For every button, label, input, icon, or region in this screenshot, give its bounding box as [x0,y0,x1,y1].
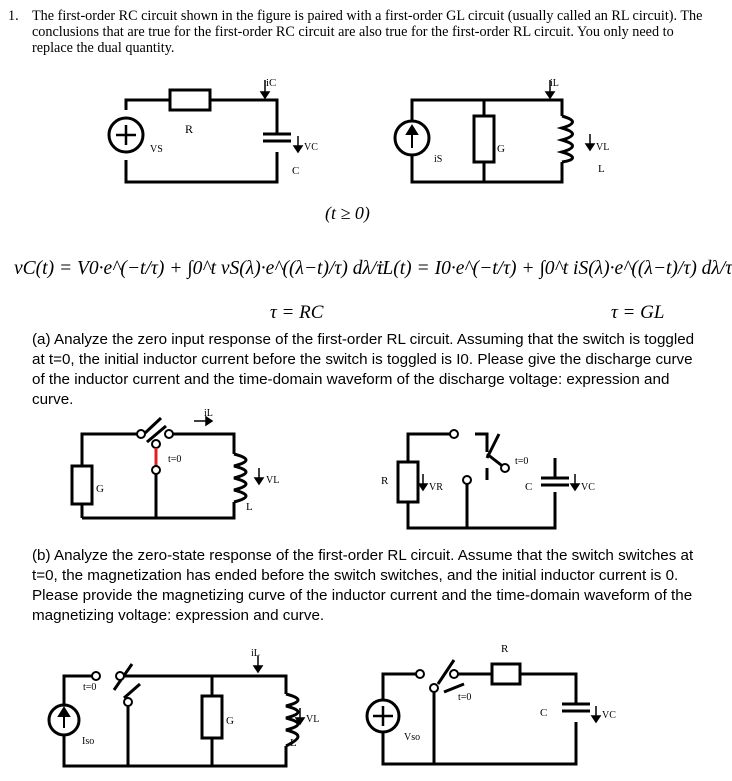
voltage-label: VC [304,142,318,153]
inductor-label: L [246,501,253,513]
conductance-label: G [96,483,104,495]
conductance-label: G [497,143,505,155]
problem-intro [8,8,708,56]
voltage-label: VC [602,710,616,721]
part-a-text: (a) Analyze the zero input response of the first-order RL circuit. Assuming that the switch is toggled at t=0, the initial inductor current before the switch is toggled is I0. Please give the discharge curve of the inductor current and the time-domain waveform of the discharge voltage: expression and curve. [32,331,695,408]
tau-gl: τ = GL [611,302,665,323]
capacitor-label: C [540,707,548,719]
resistor-label: R [501,643,509,655]
part-a-rl-figure [60,404,290,524]
current-label: iC [266,77,277,89]
inductor-label: L [290,737,297,749]
resistor-label: R [381,475,389,487]
conductance-symbol [202,696,222,738]
part-b-rc-figure [360,640,650,770]
conductance-symbol [474,116,494,162]
resistor-label: R [185,122,194,136]
voltage-label: VL [266,475,280,486]
voltage-label: VL [596,142,610,153]
source-label: Vso [404,732,421,743]
capacitor-label: C [525,481,533,493]
tau-rc: τ = RC [270,302,324,323]
gl-solution-equation: iL(t) = I0·e^(−t/τ) + ∫0^t iS(λ)·e^((λ−t)/τ) dλ/τ [377,258,732,279]
resistor-symbol [170,90,210,110]
gl-circuit-figure [390,76,620,186]
current-label: iL [204,408,213,419]
current-label: iL [251,648,260,659]
part-a-rc-figure [375,424,605,534]
switch-label: t=0 [515,456,529,467]
switch-label: t=0 [458,692,472,703]
resistor-voltage-label: VR [429,482,443,493]
time-condition: (t ≥ 0) [325,203,370,223]
source-label: VS [150,144,163,155]
voltage-label: VL [306,714,320,725]
source-label: Iso [82,736,95,747]
part-b-text: (b) Analyze the zero-state response of the first-order RL circuit. Assume that the switch switches at t=0, the magnetization has ended before the switch switches, and the initial inductor current is 0. Please provide the magnetizing curve of the inductor current and the time-domain waveform of the magnetizing voltage: expression and curve. [32,547,694,624]
capacitor-label: C [292,165,300,177]
voltage-label: VC [581,482,595,493]
conductance-symbol [72,466,92,504]
problem-intro-text: The first-order RC circuit shown in the figure is paired with a first-order GL circuit (usually called an RL circuit). The conclusions that are true for the first-order RC circuit are also true for the first-order RL circuit. You only need to replace the dual quantity. [32,8,703,56]
problem-number: 1. [8,8,19,24]
inductor-label: L [598,163,605,175]
source-label: iS [434,154,443,165]
switch-label: t=0 [168,454,182,465]
resistor-symbol [398,462,418,502]
rc-circuit-figure [105,76,318,186]
switch-label: t=0 [83,682,97,693]
conductance-label: G [226,715,234,727]
part-b-rl-figure [50,646,320,771]
resistor-symbol [492,664,520,684]
rc-solution-equation: vC(t) = V0·e^(−t/τ) + ∫0^t vS(λ)·e^((λ−t)/τ) dλ/τ [14,258,384,279]
current-label: iL [550,78,559,89]
